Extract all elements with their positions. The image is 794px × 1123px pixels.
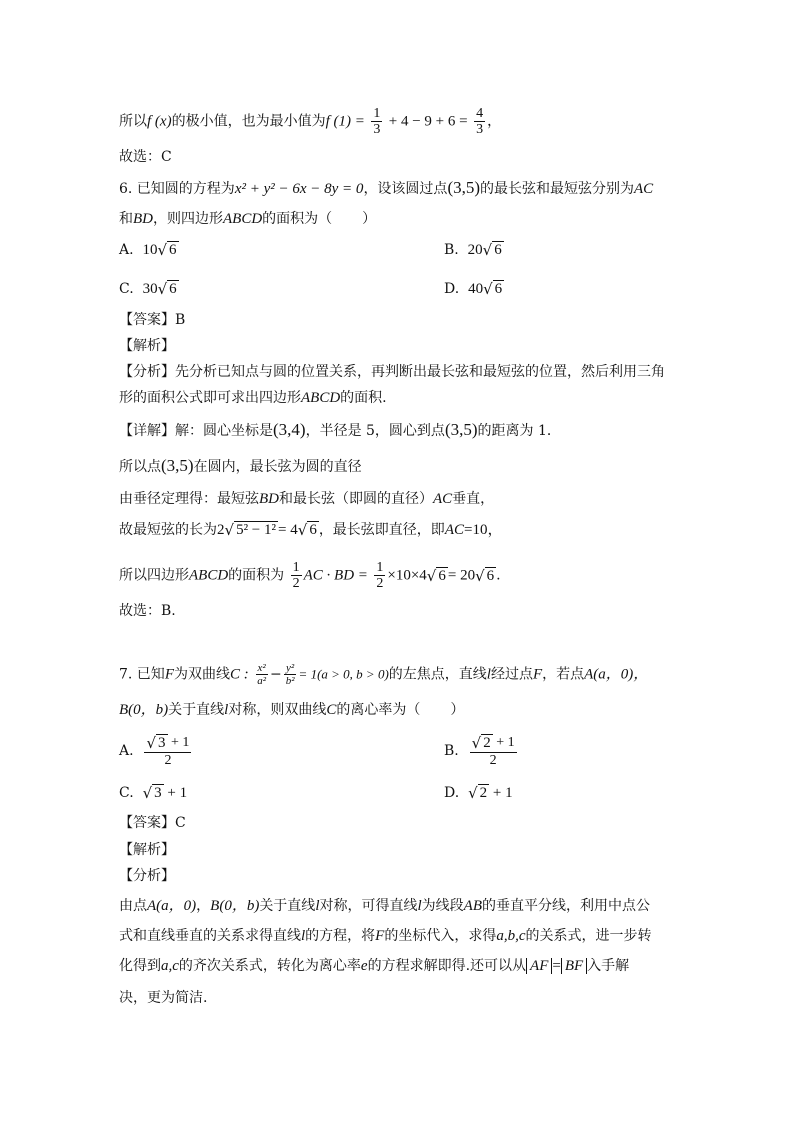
detail-text: 由垂径定理得：最短弦BD和最长弦（即圆的直径）AC垂直，	[119, 491, 495, 507]
analysis-text: 由点A(a，0)，B(0，b)关于直线l对称，可得直线l为线段AB的垂直平分线，利用中点公	[119, 898, 650, 914]
text-line: 故选：C	[119, 149, 172, 165]
fraction: $\frac{4}{3}$	[476, 106, 484, 137]
answer-label: 【答案】C	[119, 815, 186, 831]
option-b: B. √ 2 + 1 2	[444, 734, 515, 768]
analysis-label: 【解析】	[119, 842, 175, 858]
question-6-stem-cont: 和BD，则四边形ABCD的面积为（ ）	[119, 211, 377, 227]
option-d: D. √ 2 + 1	[444, 784, 513, 802]
question-6-stem: 6. 已知圆的方程为x² + y² − 6x − 8y = 0，设该圆过点(3,5)的最长弦和最短弦分别为AC	[119, 178, 654, 197]
detail-text: 所以点(3,5)在圆内，最长弦为圆的直径	[119, 456, 362, 475]
question-7-stem-cont: B(0，b)关于直线l对称，则双曲线C的离心率为（ ）	[119, 702, 465, 718]
detail-text: 故选：B.	[119, 603, 176, 619]
analysis-text: 决，更为简洁.	[119, 990, 208, 1006]
option-c: C. √ 3 + 1	[119, 784, 188, 802]
detail-text: 所以四边形ABCD的面积为 $\frac{1}{2}$ AC · BD = $\frac{1}{2}$ ×10×4 √ 6 = 20 √ 6 .	[119, 560, 501, 591]
analysis-label: 【解析】	[119, 338, 175, 354]
fraction: $\frac{1}{3}$	[373, 106, 381, 137]
detail-text: 【详解】解：圆心坐标是(3,4)，半径是 5，圆心到点(3,5)的距离为 1．	[119, 420, 561, 439]
text-line: 所以f (x)的极小值，也为最小值为f (1) = $\frac{1}{3}$ + 4 − 9 + 6 = $\frac{4}{3}$ ，	[119, 106, 502, 137]
option-c: C. 30 √ 6	[119, 280, 177, 298]
option-a: A. √ 3 + 1 2	[119, 734, 190, 768]
analysis-text: 式和直线垂直的关系求得直线l的方程，将F的坐标代入，求得a,b,c的关系式，进一步转	[119, 928, 652, 944]
answer-label: 【答案】B	[119, 312, 186, 328]
analysis-label: 【分析】	[119, 868, 175, 884]
detail-text: 故最短弦的长为2 √ 5² − 1² = 4 √ 6 ，最长弦即直径，即AC=10，	[119, 521, 503, 539]
analysis-text: 形的面积公式即可求出四边形ABCD的面积.	[119, 390, 387, 406]
analysis-text: 化得到a,c的齐次关系式，转化为离心率e的方程求解即得.还可以从 AF = BF 入手解	[119, 958, 630, 974]
option-b: B. 20 √ 6	[444, 241, 502, 259]
option-d: D. 40 √ 6	[444, 280, 503, 298]
analysis-text: 【分析】先分析已知点与圆的位置关系，再判断出最长弦和最短弦的位置，然后利用三角	[119, 364, 665, 380]
option-a: A. 10 √ 6	[119, 241, 177, 259]
question-7-stem: 7. 已知F为双曲线C : $\frac{\text{x²}}{\text{a²}}$ − $\frac{\text{y²}}{\text{b²}}$ = 1(a > 0, b > 0)的左焦点，直线l经过点F，若点A(a，0)，	[119, 662, 649, 687]
